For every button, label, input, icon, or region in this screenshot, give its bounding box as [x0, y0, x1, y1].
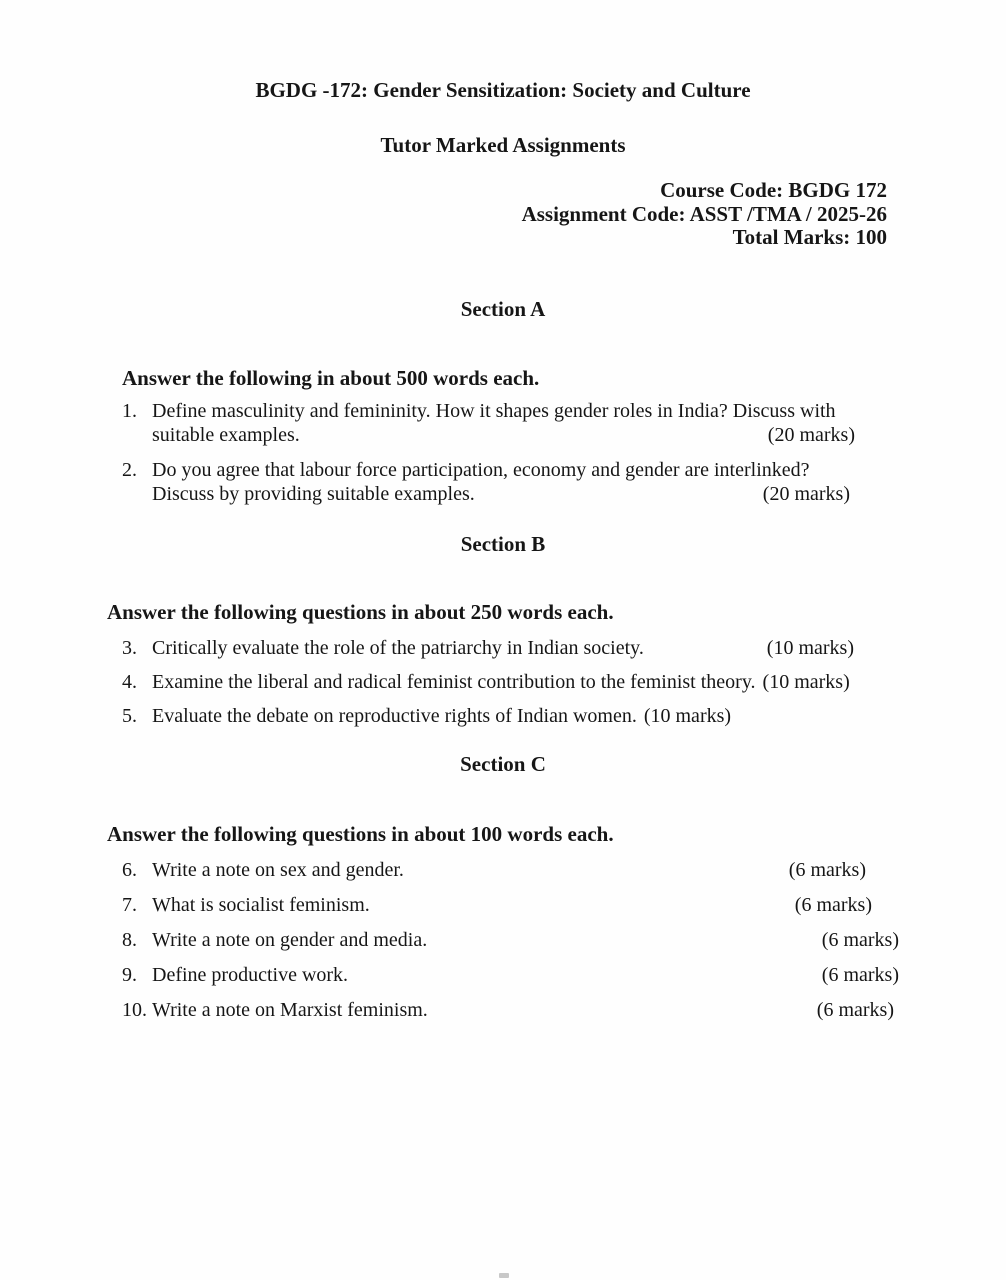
question-6	[122, 858, 900, 882]
course-code-line: Course Code: BGDG 172	[660, 178, 887, 202]
section-c-instruction: Answer the following questions in about 100 words each.	[107, 821, 614, 846]
question-7-text: What is socialist feminism.	[152, 893, 370, 916]
question-5-marks: (10 marks)	[643, 704, 732, 727]
question-9-text: Define productive work.	[152, 963, 349, 986]
section-a-heading: Section A	[460, 296, 546, 321]
question-9-marks: (6 marks)	[821, 963, 899, 986]
question-9	[122, 963, 900, 987]
question-6-number: 6.	[122, 858, 137, 881]
document-title: BGDG -172: Gender Sensitization: Society and Culture	[255, 78, 751, 102]
question-1-number: 1.	[122, 399, 137, 422]
question-3-marks: (10 marks)	[766, 636, 854, 659]
question-4	[122, 670, 900, 694]
question-9-number: 9.	[122, 963, 137, 986]
total-marks-line: Total Marks: 100	[732, 225, 887, 249]
question-4-text: Examine the liberal and radical feminist contribution to the feminist theory.	[152, 670, 756, 693]
section-a-instruction: Answer the following in about 500 words each.	[122, 365, 540, 390]
question-7-number: 7.	[122, 893, 137, 916]
question-7-marks: (6 marks)	[794, 893, 872, 916]
question-2-marks: (20 marks)	[762, 482, 850, 505]
section-b-instruction: Answer the following questions in about 250 words each.	[107, 599, 614, 624]
document-body	[0, 297, 1006, 1022]
section-b-heading: Section B	[460, 531, 546, 556]
assignment-code-line: Assignment Code: ASST /TMA / 2025-26	[521, 201, 887, 226]
question-8-text: Write a note on gender and media.	[152, 928, 428, 951]
question-3-text: Critically evaluate the role of the patriarchy in Indian society.	[152, 636, 644, 659]
question-3-number: 3.	[122, 636, 137, 659]
question-5	[122, 704, 900, 728]
question-10-number: 10.	[122, 998, 147, 1021]
question-10-text: Write a note on Marxist feminism.	[152, 998, 428, 1021]
question-8-number: 8.	[122, 928, 137, 951]
question-1	[122, 399, 900, 447]
document-subtitle: Tutor Marked Assignments	[380, 133, 626, 157]
question-5-number: 5.	[122, 704, 137, 727]
question-8	[122, 928, 900, 952]
question-2	[122, 458, 900, 506]
question-10-marks: (6 marks)	[816, 998, 894, 1021]
course-meta-block	[0, 179, 1006, 250]
page-number-artifact	[499, 1273, 509, 1278]
question-10	[122, 998, 900, 1022]
question-2-text: Do you agree that labour force participation, economy and gender are interlinked? Discuss by providing suitable examples.	[152, 458, 810, 505]
question-4-number: 4.	[122, 670, 137, 693]
question-6-marks: (6 marks)	[788, 858, 866, 881]
question-2-number: 2.	[122, 458, 137, 481]
section-c-heading: Section C	[460, 751, 546, 776]
question-1-marks: (20 marks)	[767, 423, 855, 446]
question-3	[122, 636, 900, 660]
question-8-marks: (6 marks)	[821, 928, 899, 951]
question-4-marks: (10 marks)	[762, 670, 850, 693]
question-7	[122, 893, 900, 917]
question-6-text: Write a note on sex and gender.	[152, 858, 404, 881]
question-5-text: Evaluate the debate on reproductive rights of Indian women.	[152, 704, 637, 727]
question-1-text: Define masculinity and femininity. How it shapes gender roles in India? Discuss with suitable examples.	[152, 399, 836, 446]
